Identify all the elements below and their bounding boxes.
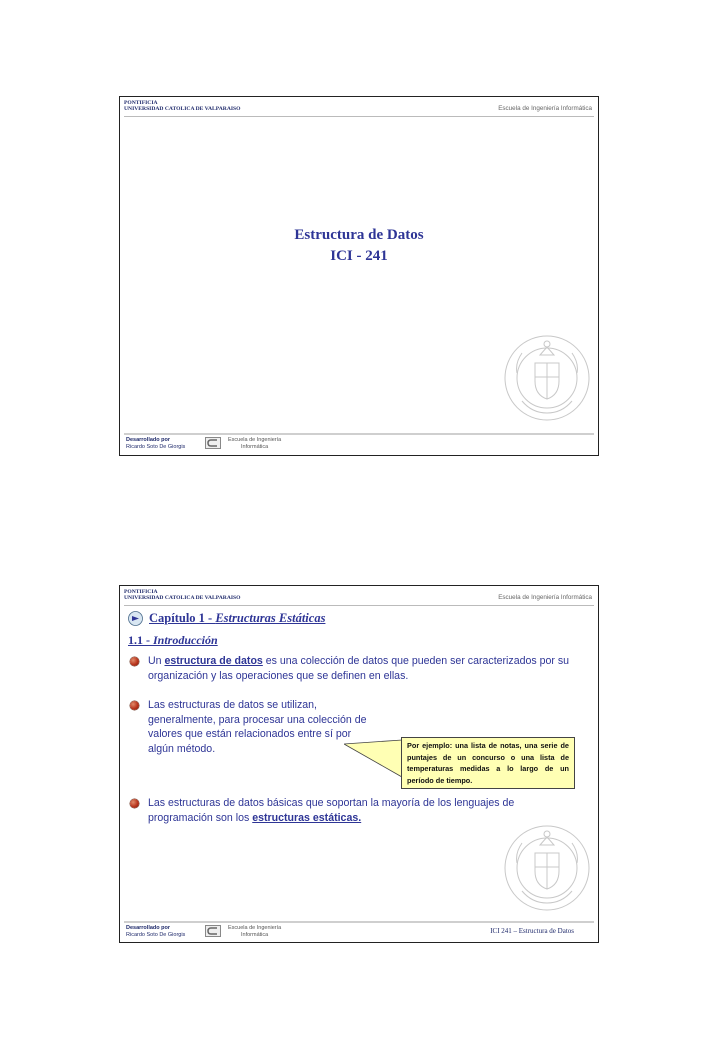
- example-callout: Por ejemplo: una lista de notas, una serie de puntajes de un concurso o una lista de temperaturas medidas a lo largo de un período de tiempo.: [401, 737, 575, 789]
- chapter-title: [149, 611, 325, 626]
- bullet-text: Las estructuras de datos se utilizan, generalmente, para procesar una colección de valores que están relacionados entre sí por algún método.: [148, 699, 367, 755]
- university-name: [124, 100, 241, 113]
- university-line2: UNIVERSIDAD CATOLICA DE VALPARAISO: [124, 595, 241, 602]
- footer-author: [126, 925, 185, 938]
- bullet1-post: es una colección de datos que pueden ser caracterizados por su organización y las operaciones que se definen en ellas.: [148, 655, 570, 682]
- school-name: Escuela de Ingeniería Informática: [498, 105, 592, 112]
- chapter-heading: [128, 609, 325, 627]
- bullet-usage: [130, 698, 380, 756]
- callout-pointer: [344, 737, 406, 779]
- school-logo-icon: [205, 437, 221, 449]
- footer-school: [228, 925, 281, 938]
- footer-divider: [124, 921, 594, 923]
- section-title: Introducción: [153, 633, 218, 647]
- bullet3-pre: Las estructuras de datos básicas que soportan la mayoría de los lenguajes de programación son los: [148, 797, 515, 824]
- footer-school-line2: Informática: [241, 931, 269, 938]
- university-seal-icon: [502, 823, 592, 913]
- slide-introduction: [119, 585, 599, 943]
- footer-course: ICI 241 – Estructura de Datos: [490, 927, 574, 935]
- bullet1-term: estructura de datos: [164, 655, 263, 667]
- bullet-static: [130, 796, 570, 825]
- chapter-bullet-icon: [128, 611, 143, 626]
- slide-header: [120, 586, 598, 606]
- bullet-text: [148, 796, 570, 825]
- slide-header: [120, 97, 598, 117]
- university-seal-icon: [502, 333, 592, 423]
- section-prefix: 1.1 -: [128, 633, 153, 647]
- bullet-dot-icon: [130, 657, 139, 666]
- footer-divider: [124, 433, 594, 435]
- footer-school-line2: Informática: [241, 443, 269, 450]
- bullet3-term: estructuras estáticas.: [252, 811, 362, 824]
- university-line2: UNIVERSIDAD CATOLICA DE VALPARAISO: [124, 106, 241, 113]
- bullet-text: [148, 654, 570, 683]
- header-divider: [124, 116, 594, 117]
- school-name: Escuela de Ingeniería Informática: [498, 594, 592, 601]
- slide-title: [119, 96, 599, 456]
- title-line1: Estructura de Datos: [294, 227, 424, 243]
- footer-school-line1: Escuela de Ingeniería: [228, 437, 282, 443]
- bullet-definition: [130, 654, 570, 683]
- university-name: [124, 589, 241, 602]
- author-name: Ricardo Soto De Giorgis: [126, 931, 186, 938]
- bullet-dot-icon: [130, 701, 139, 710]
- title-line2: ICI - 241: [330, 248, 388, 264]
- footer-school-line1: Escuela de Ingeniería: [228, 925, 282, 931]
- bullet-dot-icon: [130, 799, 139, 808]
- university-line1: PONTIFICIA: [124, 100, 158, 106]
- school-logo-icon: [205, 925, 221, 937]
- chapter-name: Estructuras Estáticas: [215, 610, 326, 625]
- developed-by-label: Desarrollado por: [126, 925, 171, 931]
- university-line1: PONTIFICIA: [124, 589, 158, 595]
- footer-author: [126, 437, 185, 450]
- developed-by-label: Desarrollado por: [126, 437, 171, 443]
- author-name: Ricardo Soto De Giorgis: [126, 443, 186, 450]
- chapter-prefix: Capítulo 1 -: [149, 610, 216, 625]
- bullet1-pre: Un: [148, 655, 165, 667]
- section-heading: [128, 633, 218, 648]
- header-divider: [124, 605, 594, 606]
- footer-school: [228, 437, 281, 450]
- presentation-title: [120, 225, 598, 267]
